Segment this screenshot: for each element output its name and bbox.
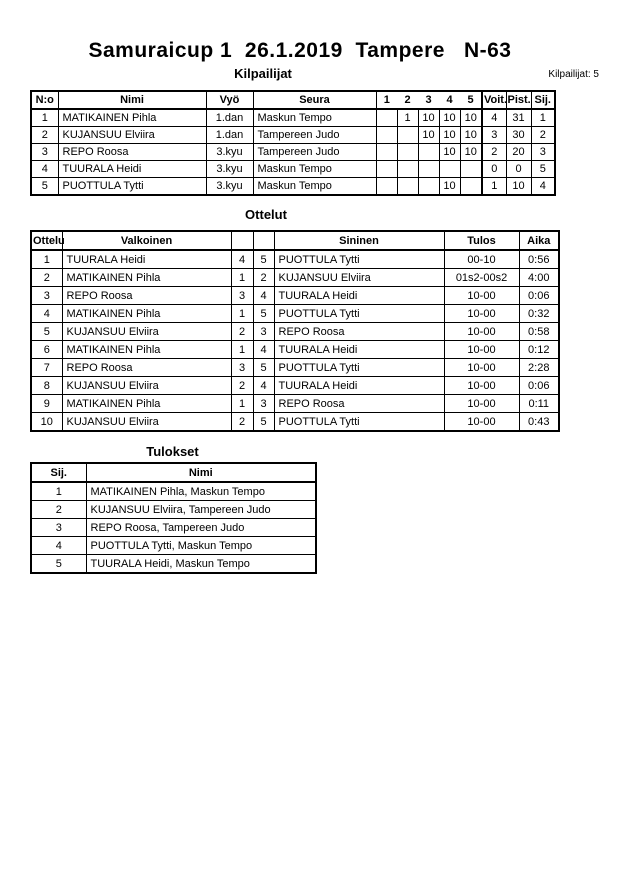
cell: 1 — [231, 269, 253, 287]
column-header: 1 — [376, 91, 397, 109]
cell: 1.dan — [206, 127, 253, 144]
cell: 8 — [31, 377, 62, 395]
cell: 1 — [231, 305, 253, 323]
header-row — [31, 231, 559, 250]
cell — [376, 109, 397, 127]
header-row — [31, 463, 316, 482]
cell: 10-00 — [444, 341, 519, 359]
cell: 3 — [31, 144, 58, 161]
cell: 2 — [482, 144, 506, 161]
cell: 3.kyu — [206, 178, 253, 196]
cell: 2 — [253, 269, 274, 287]
column-header: Ottelu — [31, 231, 62, 250]
cell: TUURALA Heidi — [274, 287, 444, 305]
cell: 4 — [531, 178, 555, 196]
table-row — [31, 519, 316, 537]
cell: MATIKAINEN Pihla — [62, 305, 231, 323]
cell: 2 — [531, 127, 555, 144]
cell: Maskun Tempo — [253, 109, 376, 127]
column-header: 3 — [418, 91, 439, 109]
cell: 10-00 — [444, 413, 519, 432]
cell: 9 — [31, 395, 62, 413]
cell: 3 — [531, 144, 555, 161]
table-row — [31, 109, 555, 127]
cell: 10-00 — [444, 377, 519, 395]
cell: MATIKAINEN Pihla, Maskun Tempo — [86, 482, 316, 501]
cell: PUOTTULA Tytti — [58, 178, 206, 196]
cell: KUJANSUU Elviira — [58, 127, 206, 144]
cell: TUURALA Heidi, Maskun Tempo — [86, 555, 316, 574]
column-header: Sij. — [531, 91, 555, 109]
cell: 3 — [31, 519, 86, 537]
cell: REPO Roosa — [62, 359, 231, 377]
cell: 10 — [460, 127, 482, 144]
cell — [397, 178, 418, 196]
cell: PUOTTULA Tytti, Maskun Tempo — [86, 537, 316, 555]
cell: 10 — [418, 127, 439, 144]
ottelut-table — [30, 230, 560, 432]
cell: REPO Roosa — [62, 287, 231, 305]
cell: 10 — [506, 178, 531, 196]
cell: TUURALA Heidi — [58, 161, 206, 178]
cell — [397, 127, 418, 144]
cell: 1 — [231, 395, 253, 413]
cell: 4 — [482, 109, 506, 127]
cell: 0:32 — [519, 305, 559, 323]
table-row — [31, 178, 555, 196]
cell — [376, 178, 397, 196]
cell: 31 — [506, 109, 531, 127]
column-header: Sininen — [274, 231, 444, 250]
cell: 5 — [31, 323, 62, 341]
cell: 3 — [31, 287, 62, 305]
cell: 4 — [31, 305, 62, 323]
header-row — [31, 91, 555, 109]
cell: 3 — [482, 127, 506, 144]
cell: 0:12 — [519, 341, 559, 359]
table-row — [31, 377, 559, 395]
table-row — [31, 537, 316, 555]
cell: 5 — [531, 161, 555, 178]
cell — [397, 161, 418, 178]
cell: REPO Roosa, Tampereen Judo — [86, 519, 316, 537]
cell: KUJANSUU Elviira — [62, 413, 231, 432]
cell: 5 — [253, 413, 274, 432]
cell: 2 — [31, 269, 62, 287]
cell — [418, 161, 439, 178]
cell: 1 — [31, 482, 86, 501]
column-header — [253, 231, 274, 250]
cell: TUURALA Heidi — [274, 377, 444, 395]
cell: 2 — [231, 377, 253, 395]
cell: MATIKAINEN Pihla — [62, 395, 231, 413]
kilpailijat-table — [30, 90, 556, 196]
cell: 01s2-00s2 — [444, 269, 519, 287]
cell: 2:28 — [519, 359, 559, 377]
cell: MATIKAINEN Pihla — [58, 109, 206, 127]
column-header: 4 — [439, 91, 460, 109]
section-heading-tulokset: Tulokset — [146, 444, 199, 459]
column-header: Nimi — [58, 91, 206, 109]
cell: 10 — [31, 413, 62, 432]
cell: 30 — [506, 127, 531, 144]
cell: 4 — [253, 287, 274, 305]
column-header: Nimi — [86, 463, 316, 482]
cell: 10 — [460, 144, 482, 161]
cell: 6 — [31, 341, 62, 359]
cell: 3 — [231, 287, 253, 305]
cell: PUOTTULA Tytti — [274, 250, 444, 269]
cell: 10-00 — [444, 305, 519, 323]
cell: 4:00 — [519, 269, 559, 287]
cell: 0:43 — [519, 413, 559, 432]
table-row — [31, 341, 559, 359]
table-row — [31, 269, 559, 287]
section-heading-ottelut: Ottelut — [245, 207, 287, 222]
column-header: Sij. — [31, 463, 86, 482]
column-header: Voit. — [482, 91, 506, 109]
cell: 20 — [506, 144, 531, 161]
cell: 2 — [31, 127, 58, 144]
column-header: 2 — [397, 91, 418, 109]
cell: 2 — [231, 413, 253, 432]
cell: 1 — [31, 250, 62, 269]
column-header: Tulos — [444, 231, 519, 250]
cell — [418, 178, 439, 196]
cell: Maskun Tempo — [253, 161, 376, 178]
cell: KUJANSUU Elviira — [274, 269, 444, 287]
cell: 5 — [31, 555, 86, 574]
cell: 4 — [253, 377, 274, 395]
cell: 7 — [31, 359, 62, 377]
cell: 2 — [31, 501, 86, 519]
cell: 0 — [482, 161, 506, 178]
column-header: 5 — [460, 91, 482, 109]
cell: 3 — [253, 323, 274, 341]
cell: 0:58 — [519, 323, 559, 341]
cell: 4 — [253, 341, 274, 359]
cell: 10-00 — [444, 287, 519, 305]
column-header: Pist. — [506, 91, 531, 109]
cell: PUOTTULA Tytti — [274, 305, 444, 323]
cell: 0:11 — [519, 395, 559, 413]
table-row — [31, 250, 559, 269]
cell: 10 — [418, 109, 439, 127]
cell: 0:56 — [519, 250, 559, 269]
cell: 10-00 — [444, 359, 519, 377]
table-row — [31, 413, 559, 432]
cell — [397, 144, 418, 161]
cell: 1 — [482, 178, 506, 196]
cell: 0:06 — [519, 377, 559, 395]
column-header: Aika — [519, 231, 559, 250]
section-heading-kilpailijat: Kilpailijat — [234, 66, 292, 81]
cell: MATIKAINEN Pihla — [62, 341, 231, 359]
cell — [376, 144, 397, 161]
cell: KUJANSUU Elviira — [62, 377, 231, 395]
tulokset-table — [30, 462, 317, 574]
cell: 4 — [31, 537, 86, 555]
cell: 00-10 — [444, 250, 519, 269]
cell: 1 — [231, 341, 253, 359]
table-row — [31, 161, 555, 178]
column-header: Vyö — [206, 91, 253, 109]
cell: Tampereen Judo — [253, 144, 376, 161]
cell: 5 — [253, 305, 274, 323]
competitors-count-note: Kilpailijat: 5 — [548, 69, 599, 80]
cell: 3 — [253, 395, 274, 413]
cell — [460, 178, 482, 196]
table-row — [31, 144, 555, 161]
cell — [460, 161, 482, 178]
cell: KUJANSUU Elviira — [62, 323, 231, 341]
cell: REPO Roosa — [274, 323, 444, 341]
cell: 3.kyu — [206, 161, 253, 178]
document-title: Samuraicup 1 26.1.2019 Tampere N-63 — [88, 39, 512, 62]
cell: 5 — [253, 250, 274, 269]
table-row — [31, 323, 559, 341]
cell: 10 — [439, 144, 460, 161]
cell: 10 — [439, 109, 460, 127]
column-header: N:o — [31, 91, 58, 109]
cell: 1 — [397, 109, 418, 127]
cell: 4 — [231, 250, 253, 269]
cell: Tampereen Judo — [253, 127, 376, 144]
cell: PUOTTULA Tytti — [274, 359, 444, 377]
cell: 3 — [231, 359, 253, 377]
cell: PUOTTULA Tytti — [274, 413, 444, 432]
table-row — [31, 482, 316, 501]
cell — [376, 127, 397, 144]
cell — [439, 161, 460, 178]
cell: 5 — [31, 178, 58, 196]
cell: 0:06 — [519, 287, 559, 305]
column-header: Seura — [253, 91, 376, 109]
cell: 10-00 — [444, 323, 519, 341]
cell: 0 — [506, 161, 531, 178]
table-row — [31, 555, 316, 574]
cell: 1 — [31, 109, 58, 127]
cell: TUURALA Heidi — [62, 250, 231, 269]
table-row — [31, 395, 559, 413]
cell: TUURALA Heidi — [274, 341, 444, 359]
cell: 1 — [531, 109, 555, 127]
cell: REPO Roosa — [274, 395, 444, 413]
cell: KUJANSUU Elviira, Tampereen Judo — [86, 501, 316, 519]
cell: 10 — [439, 127, 460, 144]
cell: 10 — [439, 178, 460, 196]
table-row — [31, 127, 555, 144]
cell: MATIKAINEN Pihla — [62, 269, 231, 287]
cell: 5 — [253, 359, 274, 377]
table-row — [31, 501, 316, 519]
table-row — [31, 287, 559, 305]
cell — [418, 144, 439, 161]
cell — [376, 161, 397, 178]
column-header — [231, 231, 253, 250]
cell: 4 — [31, 161, 58, 178]
cell: Maskun Tempo — [253, 178, 376, 196]
cell: 1.dan — [206, 109, 253, 127]
table-row — [31, 359, 559, 377]
cell: 2 — [231, 323, 253, 341]
column-header: Valkoinen — [62, 231, 231, 250]
cell: REPO Roosa — [58, 144, 206, 161]
table-row — [31, 305, 559, 323]
cell: 3.kyu — [206, 144, 253, 161]
cell: 10-00 — [444, 395, 519, 413]
cell: 10 — [460, 109, 482, 127]
